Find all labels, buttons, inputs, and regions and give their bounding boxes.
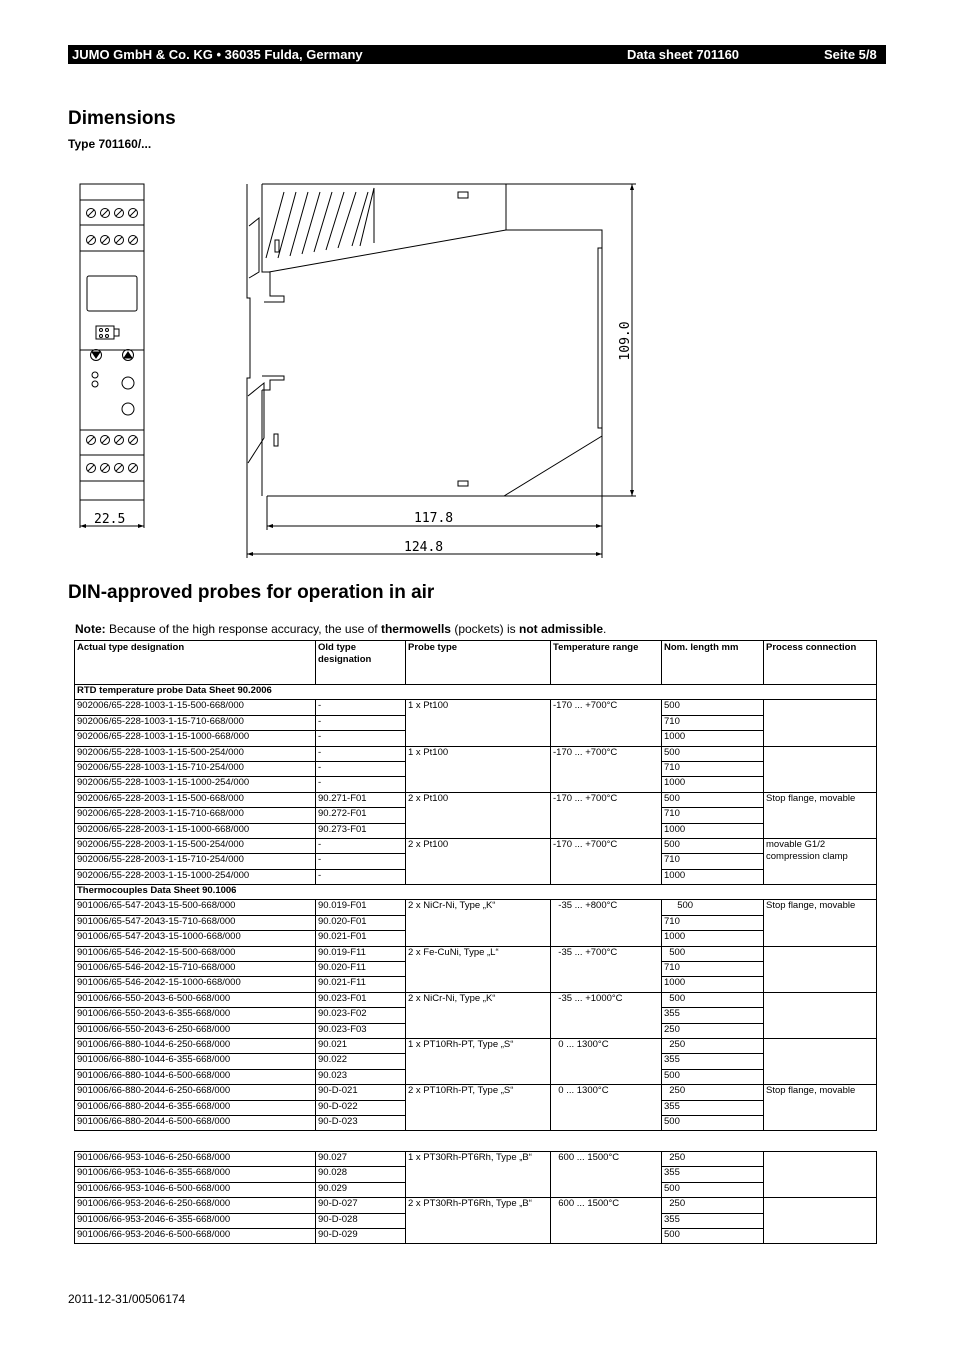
actual-type-cell: 902006/65-228-1003-1-15-1000-668/000 [75, 731, 316, 746]
old-type-cell: 90.019-F01 [316, 900, 406, 915]
header-company: JUMO GmbH & Co. KG • 36035 Fulda, Germany [72, 47, 363, 62]
actual-type-cell: 901006/66-953-1046-6-500-668/000 [75, 1182, 316, 1197]
dimensions-subtitle: Type 701160/... [68, 137, 152, 151]
actual-type-cell: 901006/66-550-2043-6-355-668/000 [75, 1008, 316, 1023]
table-row [75, 1198, 877, 1213]
old-type-cell: 90-D-028 [316, 1213, 406, 1228]
section-row [75, 885, 877, 900]
table-row [75, 900, 877, 915]
actual-type-cell: 902006/65-228-2003-1-15-710-668/000 [75, 808, 316, 823]
actual-type-cell: 901006/66-550-2043-6-250-668/000 [75, 1023, 316, 1038]
old-type-cell: 90.021 [316, 1038, 406, 1053]
nominal-length-cell: 355 [662, 1167, 764, 1182]
terminal-row-top-2 [87, 236, 138, 245]
temperature-range-cell: 0 ... 1300°C [551, 1085, 662, 1131]
process-connection-cell [764, 700, 877, 746]
old-type-cell: 90.020-F01 [316, 915, 406, 930]
probe-type-cell: 2 x NiCr-Ni, Type „K“ [406, 900, 551, 946]
nominal-length-cell: 355 [662, 1054, 764, 1069]
nominal-length-cell: 710 [662, 808, 764, 823]
section-row [75, 685, 877, 700]
actual-type-cell: 901006/66-953-2046-6-250-668/000 [75, 1198, 316, 1213]
old-type-cell: 90.029 [316, 1182, 406, 1197]
nominal-length-cell: 710 [662, 761, 764, 776]
actual-type-cell: 901006/66-880-1044-6-355-668/000 [75, 1054, 316, 1069]
probe-type-cell: 1 x PT30Rh-PT6Rh, Type „B“ [406, 1152, 551, 1198]
process-connection-cell: Stop flange, movable [764, 792, 877, 838]
probe-type-cell: 2 x PT10Rh-PT, Type „S“ [406, 1085, 551, 1131]
actual-type-cell: 901006/65-547-2043-15-1000-668/000 [75, 931, 316, 946]
nominal-length-cell: 500 [662, 1069, 764, 1084]
old-type-cell: 90.020-F11 [316, 962, 406, 977]
nominal-length-cell: 710 [662, 854, 764, 869]
probe-type-cell: 2 x PT30Rh-PT6Rh, Type „B“ [406, 1198, 551, 1244]
section-title: RTD temperature probe Data Sheet 90.2006 [75, 685, 877, 700]
actual-type-cell: 902006/65-228-2003-1-15-500-668/000 [75, 792, 316, 807]
temperature-range-cell: -170 ... +700°C [551, 700, 662, 746]
nominal-length-cell: 500 [662, 1182, 764, 1197]
outer-depth-dimension-label: 124.8 [404, 540, 444, 555]
nominal-length-cell: 500 [662, 1228, 764, 1243]
old-type-cell: 90.027 [316, 1152, 406, 1167]
actual-type-cell: 901006/66-880-1044-6-250-668/000 [75, 1038, 316, 1053]
probe-type-cell: 2 x Pt100 [406, 838, 551, 884]
old-type-cell: 90-D-029 [316, 1228, 406, 1243]
width-dimension-label: 22.5 [94, 512, 126, 527]
nominal-length-cell: 1000 [662, 823, 764, 838]
nominal-length-cell: 710 [662, 915, 764, 930]
old-type-cell: 90.023-F01 [316, 992, 406, 1007]
nominal-length-cell: 1000 [662, 869, 764, 884]
temperature-range-cell: 600 ... 1500°C [551, 1198, 662, 1244]
actual-type-cell: 901006/66-953-2046-6-355-668/000 [75, 1213, 316, 1228]
temperature-range-cell: -170 ... +700°C [551, 746, 662, 792]
process-connection-cell [764, 1038, 877, 1084]
old-type-cell: 90-D-022 [316, 1100, 406, 1115]
old-type-cell: 90.023-F03 [316, 1023, 406, 1038]
old-type-cell: - [316, 715, 406, 730]
col-header-old-type: Old type designation [316, 641, 406, 685]
actual-type-cell: 901006/66-953-1046-6-355-668/000 [75, 1167, 316, 1182]
temperature-range-cell: -170 ... +700°C [551, 792, 662, 838]
table-row [75, 1085, 877, 1100]
nominal-length-cell: 250 [662, 1198, 764, 1213]
nominal-length-cell: 250 [662, 1085, 764, 1100]
actual-type-cell: 901006/66-953-1046-6-250-668/000 [75, 1152, 316, 1167]
temperature-range-cell: -35 ... +1000°C [551, 992, 662, 1038]
actual-type-cell: 901006/66-550-2043-6-500-668/000 [75, 992, 316, 1007]
table-row [75, 1152, 877, 1167]
old-type-cell: 90-D-021 [316, 1085, 406, 1100]
actual-type-cell: 902006/55-228-1003-1-15-1000-254/000 [75, 777, 316, 792]
probes-heading: DIN-approved probes for operation in air [68, 582, 435, 603]
temperature-range-cell: 600 ... 1500°C [551, 1152, 662, 1198]
header-datasheet: Data sheet 701160 [627, 47, 740, 62]
col-header-nominal-length: Nom. length mm [662, 641, 764, 685]
actual-type-cell: 901006/66-880-1044-6-500-668/000 [75, 1069, 316, 1084]
old-type-cell: 90.019-F11 [316, 946, 406, 961]
nominal-length-cell: 250 [662, 1038, 764, 1053]
probe-type-cell: 2 x Fe-CuNi, Type „L“ [406, 946, 551, 992]
nominal-length-cell: 355 [662, 1008, 764, 1023]
actual-type-cell: 902006/65-228-2003-1-15-1000-668/000 [75, 823, 316, 838]
old-type-cell: 90.023 [316, 1069, 406, 1084]
inner-depth-dimension-label: 117.8 [414, 511, 454, 526]
table-row [75, 992, 877, 1007]
process-connection-cell [764, 992, 877, 1038]
probe-type-cell: 1 x PT10Rh-PT, Type „S“ [406, 1038, 551, 1084]
actual-type-cell: 901006/65-546-2042-15-1000-668/000 [75, 977, 316, 992]
old-type-cell: 90.021-F01 [316, 931, 406, 946]
nominal-length-cell: 710 [662, 715, 764, 730]
nominal-length-cell: 500 [662, 992, 764, 1007]
probe-type-cell: 1 x Pt100 [406, 700, 551, 746]
terminal-row-top-1 [87, 209, 138, 218]
old-type-cell: - [316, 869, 406, 884]
nominal-length-cell: 1000 [662, 731, 764, 746]
actual-type-cell: 901006/66-880-2044-6-250-668/000 [75, 1085, 316, 1100]
temperature-range-cell: -35 ... +700°C [551, 946, 662, 992]
old-type-cell: - [316, 854, 406, 869]
nominal-length-cell: 500 [662, 700, 764, 715]
old-type-cell: 90.028 [316, 1167, 406, 1182]
actual-type-cell: 902006/55-228-2003-1-15-500-254/000 [75, 838, 316, 853]
old-type-cell: - [316, 700, 406, 715]
probe-type-cell: 1 x Pt100 [406, 746, 551, 792]
actual-type-cell: 902006/55-228-1003-1-15-710-254/000 [75, 761, 316, 776]
side-view [247, 184, 636, 558]
nominal-length-cell: 500 [662, 900, 764, 915]
old-type-cell: 90-D-023 [316, 1115, 406, 1130]
old-type-cell: - [316, 777, 406, 792]
nominal-length-cell: 500 [662, 792, 764, 807]
process-connection-cell: Stop flange, movable [764, 1085, 877, 1131]
height-dimension-label: 109.0 [618, 321, 633, 361]
probe-type-cell: 2 x Pt100 [406, 792, 551, 838]
nominal-length-cell: 500 [662, 746, 764, 761]
probes-table-continued [74, 1151, 877, 1244]
temperature-range-cell: -170 ... +700°C [551, 838, 662, 884]
header-page-number: Seite 5/8 [824, 47, 877, 62]
front-view [80, 184, 144, 528]
nominal-length-cell: 1000 [662, 777, 764, 792]
old-type-cell: - [316, 731, 406, 746]
display-window [87, 276, 137, 311]
nominal-length-cell: 355 [662, 1100, 764, 1115]
table-row [75, 746, 877, 761]
nominal-length-cell: 250 [662, 1023, 764, 1038]
table-row [75, 700, 877, 715]
process-connection-cell [764, 1152, 877, 1198]
col-header-temperature-range: Temperature range [551, 641, 662, 685]
table-row [75, 1038, 877, 1053]
old-type-cell: - [316, 746, 406, 761]
actual-type-cell: 902006/55-228-1003-1-15-500-254/000 [75, 746, 316, 761]
dimensions-heading: Dimensions [68, 108, 176, 129]
actual-type-cell: 901006/66-953-2046-6-500-668/000 [75, 1228, 316, 1243]
old-type-cell: 90-D-027 [316, 1198, 406, 1213]
actual-type-cell: 901006/65-547-2043-15-500-668/000 [75, 900, 316, 915]
probes-table [74, 640, 877, 1131]
nominal-length-cell: 500 [662, 838, 764, 853]
process-connection-cell: Stop flange, movable [764, 900, 877, 946]
actual-type-cell: 902006/65-228-1003-1-15-710-668/000 [75, 715, 316, 730]
section-title: Thermocouples Data Sheet 90.1006 [75, 885, 877, 900]
actual-type-cell: 902006/55-228-2003-1-15-1000-254/000 [75, 869, 316, 884]
nominal-length-cell: 1000 [662, 977, 764, 992]
actual-type-cell: 901006/65-546-2042-15-500-668/000 [75, 946, 316, 961]
col-header-probe-type: Probe type [406, 641, 551, 685]
note-text: Note: Because of the high response accuracy, the use of thermowells (pockets) is not admissible. [75, 622, 607, 636]
table-header-row [75, 641, 877, 685]
old-type-cell: 90.021-F11 [316, 977, 406, 992]
table-row [75, 946, 877, 961]
terminal-row-bottom-1 [87, 436, 138, 445]
old-type-cell: - [316, 838, 406, 853]
actual-type-cell: 901006/66-880-2044-6-355-668/000 [75, 1100, 316, 1115]
actual-type-cell: 901006/65-546-2042-15-710-668/000 [75, 962, 316, 977]
old-type-cell: 90.272-F01 [316, 808, 406, 823]
col-header-process-connection: Process connection [764, 641, 877, 685]
dimension-drawing [74, 178, 644, 563]
table-row [75, 792, 877, 807]
actual-type-cell: 902006/55-228-2003-1-15-710-254/000 [75, 854, 316, 869]
actual-type-cell: 901006/66-880-2044-6-500-668/000 [75, 1115, 316, 1130]
old-type-cell: 90.022 [316, 1054, 406, 1069]
process-connection-cell [764, 1198, 877, 1244]
temperature-range-cell: 0 ... 1300°C [551, 1038, 662, 1084]
process-connection-cell [764, 746, 877, 792]
table-row [75, 838, 877, 853]
old-type-cell: - [316, 761, 406, 776]
nominal-length-cell: 710 [662, 962, 764, 977]
probe-type-cell: 2 x NiCr-Ni, Type „K“ [406, 992, 551, 1038]
temperature-range-cell: -35 ... +800°C [551, 900, 662, 946]
old-type-cell: 90.023-F02 [316, 1008, 406, 1023]
actual-type-cell: 902006/65-228-1003-1-15-500-668/000 [75, 700, 316, 715]
nominal-length-cell: 355 [662, 1213, 764, 1228]
process-connection-cell [764, 946, 877, 992]
process-connection-cell: movable G1/2 compression clamp [764, 838, 877, 884]
footer-doc-id: 2011-12-31/00506174 [68, 1292, 186, 1306]
old-type-cell: 90.271-F01 [316, 792, 406, 807]
actual-type-cell: 901006/65-547-2043-15-710-668/000 [75, 915, 316, 930]
page-header [68, 45, 886, 64]
terminal-row-bottom-2 [87, 464, 138, 473]
old-type-cell: 90.273-F01 [316, 823, 406, 838]
nominal-length-cell: 500 [662, 1115, 764, 1130]
nominal-length-cell: 1000 [662, 931, 764, 946]
col-header-actual-type: Actual type designation [75, 641, 316, 685]
nominal-length-cell: 500 [662, 946, 764, 961]
nominal-length-cell: 250 [662, 1152, 764, 1167]
